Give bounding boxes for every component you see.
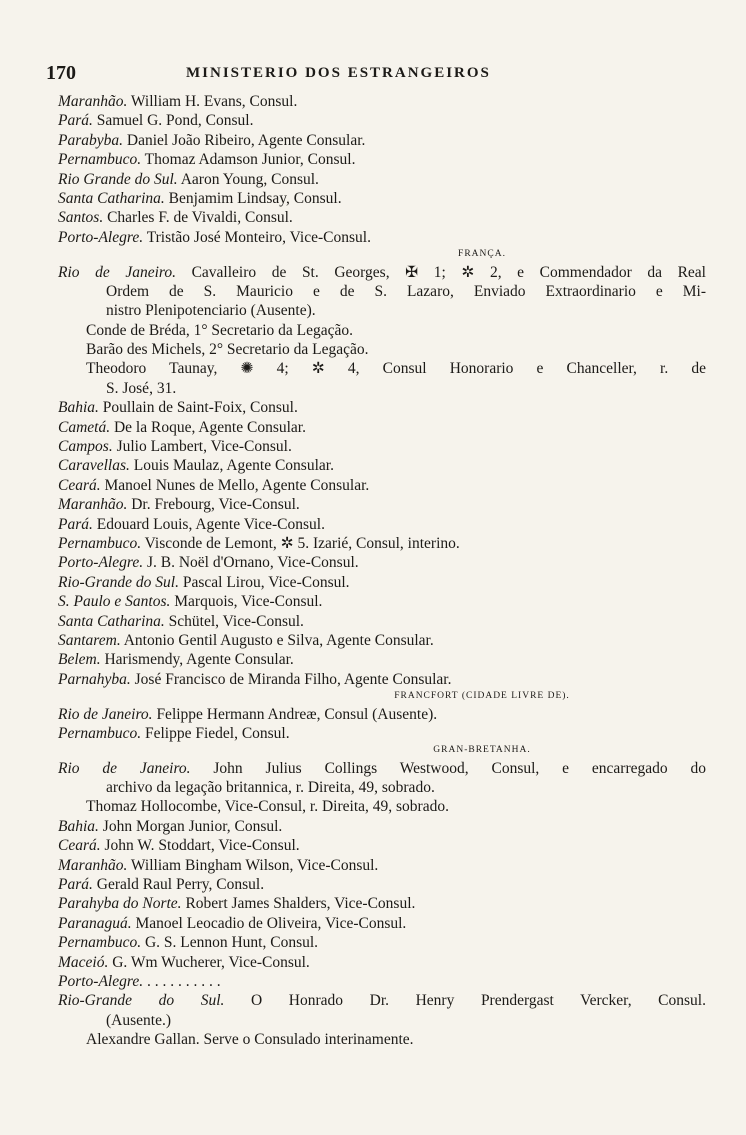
place-name: S. Paulo e Santos.: [58, 593, 171, 611]
place-name: Pará.: [58, 515, 93, 533]
entry-text: Daniel João Ribeiro, Agente Consular.: [123, 131, 366, 149]
entry-continuation: [58, 301, 706, 320]
place-name: Pará.: [58, 112, 93, 130]
section-heading-text: FRANÇA.: [458, 249, 506, 260]
consular-entry: [58, 92, 706, 111]
consular-entry: [58, 495, 706, 514]
consular-entry: [58, 875, 706, 894]
entry-text: Charles F. de Vivaldi, Consul.: [103, 209, 293, 227]
entry-text: Theodoro Taunay, ✺ 4; ✲ 4, Consul Honorario e Chanceller, r. de: [86, 360, 706, 378]
place-name: Ceará.: [58, 476, 101, 494]
place-name: Parahyba do Norte.: [58, 895, 182, 913]
place-name: Porto-Alegre.: [58, 972, 144, 990]
section-heading-text: GRAN-BRETANHA.: [433, 745, 531, 756]
entry-text: Barão des Michels, 2° Secretario da Legação.: [86, 341, 369, 359]
entry-text: De la Roque, Agente Consular.: [110, 418, 306, 436]
place-name: Belem.: [58, 651, 101, 669]
entry-text: Benjamim Lindsay, Consul.: [164, 189, 342, 207]
place-name: Rio-Grande do Sul.: [58, 992, 225, 1010]
place-name: Rio de Janeiro.: [58, 263, 176, 281]
entry-text: John Julius Collings Westwood, Consul, e encarregado do: [190, 759, 706, 777]
place-name: Cametá.: [58, 418, 111, 436]
entry-text: Manoel Leocadio de Oliveira, Vice-Consul.: [131, 914, 407, 932]
entry-text: William Bingham Wilson, Vice-Consul.: [127, 856, 379, 874]
consular-entry: [58, 111, 706, 130]
entry-text: Poullain de Saint-Foix, Consul.: [98, 399, 298, 417]
place-name: Ceará.: [58, 837, 101, 855]
entry-continuation: [58, 778, 706, 797]
entry-continuation: [58, 797, 706, 816]
place-name: Pernambuco.: [58, 151, 142, 169]
entry-text: Pascal Lirou, Vice-Consul.: [178, 573, 350, 591]
entry-text: archivo da legação britannica, r. Direita, 49, sobrado.: [106, 779, 435, 797]
entry-text: Manoel Nunes de Mello, Agente Consular.: [100, 476, 370, 494]
consular-entry: [58, 170, 706, 189]
place-name: Maceió.: [58, 953, 109, 971]
section-heading: [58, 689, 706, 704]
entry-text: S. José, 31.: [106, 379, 177, 397]
consular-entry: [58, 189, 706, 208]
place-name: Porto-Alegre.: [58, 554, 144, 572]
consular-entry: [58, 553, 706, 572]
page-header: [46, 62, 706, 86]
place-name: Pará.: [58, 876, 93, 894]
consular-entry: [58, 670, 706, 689]
consular-entry: [58, 476, 706, 495]
place-name: Caravellas.: [58, 457, 130, 475]
place-name: Santos.: [58, 209, 104, 227]
consular-entry: [58, 437, 706, 456]
entry-text: . . . . . . . . . .: [143, 972, 221, 990]
entry-text: Conde de Bréda, 1° Secretario da Legação.: [86, 321, 353, 339]
entry-text: Antonio Gentil Augusto e Silva, Agente Consular.: [120, 631, 434, 649]
entry-text: José Francisco de Miranda Filho, Agente Consular.: [130, 670, 452, 688]
entry-text: J. B. Noël d'Ornano, Vice-Consul.: [143, 554, 359, 572]
place-name: Maranhão.: [58, 856, 128, 874]
section-heading: [58, 247, 706, 262]
entry-text: William H. Evans, Consul.: [127, 93, 298, 110]
place-name: Rio Grande do Sul.: [58, 170, 178, 188]
consular-entry: [58, 894, 706, 913]
place-name: Paranaguá.: [58, 914, 132, 932]
entry-text: Tristão José Monteiro, Vice-Consul.: [143, 228, 371, 246]
entry-text: John Morgan Junior, Consul.: [98, 817, 283, 835]
consular-entry: [58, 592, 706, 611]
consular-entry: [58, 631, 706, 650]
consular-entry: [58, 856, 706, 875]
entry-continuation: [58, 321, 706, 340]
place-name: Pernambuco.: [58, 724, 142, 742]
consular-entry: [58, 573, 706, 592]
entry-continuation: [58, 1030, 706, 1049]
consular-entry: [58, 515, 706, 534]
entry-text: Alexandre Gallan. Serve o Consulado interinamente.: [86, 1031, 414, 1049]
entry-text: Harismendy, Agente Consular.: [100, 651, 294, 669]
entry-text: Edouard Louis, Agente Vice-Consul.: [92, 515, 325, 533]
entry-text: Felippe Hermann Andreæ, Consul (Ausente).: [152, 705, 438, 723]
place-name: Bahia.: [58, 817, 99, 835]
consular-entry: [58, 150, 706, 169]
consular-entry: [58, 759, 706, 778]
consular-list: [58, 92, 706, 1050]
consular-entry: [58, 650, 706, 669]
consular-entry: [58, 456, 706, 475]
entry-text: Robert James Shalders, Vice-Consul.: [181, 895, 416, 913]
entry-continuation: [58, 379, 706, 398]
place-name: Pernambuco.: [58, 934, 142, 952]
entry-continuation: [58, 359, 706, 378]
entry-text: G. Wm Wucherer, Vice-Consul.: [108, 953, 310, 971]
entry-text: Julio Lambert, Vice-Consul.: [112, 438, 292, 456]
consular-entry: [58, 418, 706, 437]
entry-text: Visconde de Lemont, ✲ 5. Izarié, Consul, interino.: [141, 534, 460, 552]
place-name: Santa Catharina.: [58, 612, 165, 630]
consular-entry: [58, 953, 706, 972]
section-heading: [58, 743, 706, 758]
consular-entry: [58, 914, 706, 933]
place-name: Santa Catharina.: [58, 189, 165, 207]
entry-text: Thomaz Hollocombe, Vice-Consul, r. Direita, 49, sobrado.: [86, 798, 449, 816]
entry-text: Felippe Fiedel, Consul.: [141, 724, 290, 742]
consular-entry: [58, 705, 706, 724]
entry-text: nistro Plenipotenciario (Ausente).: [106, 302, 316, 320]
entry-text: Samuel G. Pond, Consul.: [92, 112, 254, 130]
place-name: Rio de Janeiro.: [58, 759, 191, 777]
entry-text: (Ausente.): [106, 1011, 171, 1029]
running-title: MINISTERIO DOS ESTRANGEIROS: [186, 65, 491, 81]
entry-continuation: [58, 1011, 706, 1030]
entry-text: Ordem de S. Mauricio e de S. Lazaro, Enviado Extraordinario e Mi-: [106, 282, 706, 300]
consular-entry: [58, 972, 706, 991]
entry-text: John W. Stoddart, Vice-Consul.: [100, 837, 300, 855]
place-name: Maranhão.: [58, 496, 128, 514]
entry-text: Dr. Frebourg, Vice-Consul.: [127, 496, 300, 514]
entry-continuation: [58, 340, 706, 359]
consular-entry: [58, 131, 706, 150]
section-heading-text: FRANCFORT (CIDADE LIVRE DE).: [394, 691, 570, 702]
consular-entry: [58, 724, 706, 743]
entry-text: Thomaz Adamson Junior, Consul.: [141, 151, 356, 169]
consular-entry: [58, 534, 706, 553]
place-name: Campos.: [58, 438, 113, 456]
consular-entry: [58, 612, 706, 631]
entry-continuation: [58, 282, 706, 301]
consular-entry: [58, 228, 706, 247]
place-name: Santarem.: [58, 631, 121, 649]
consular-entry: [58, 263, 706, 282]
entry-text: Schütel, Vice-Consul.: [164, 612, 304, 630]
place-name: Pernambuco.: [58, 534, 142, 552]
entry-text: G. S. Lennon Hunt, Consul.: [141, 934, 319, 952]
place-name: Parnahyba.: [58, 670, 131, 688]
consular-entry: [58, 991, 706, 1010]
entry-text: Louis Maulaz, Agente Consular.: [129, 457, 334, 475]
entry-text: Marquois, Vice-Consul.: [170, 593, 323, 611]
place-name: Maranhão.: [58, 93, 128, 110]
entry-text: Gerald Raul Perry, Consul.: [92, 876, 265, 894]
consular-entry: [58, 836, 706, 855]
consular-entry: [58, 208, 706, 227]
entry-text: Aaron Young, Consul.: [177, 170, 319, 188]
consular-entry: [58, 817, 706, 836]
entry-text: Cavalleiro de St. Georges, ✠ 1; ✲ 2, e Commendador da Real: [175, 263, 706, 281]
page-number: 170: [46, 62, 76, 84]
place-name: Parabyba.: [58, 131, 124, 149]
consular-entry: [58, 398, 706, 417]
entry-text: O Honrado Dr. Henry Prendergast Vercker, Consul.: [224, 992, 706, 1010]
place-name: Rio-Grande do Sul.: [58, 573, 179, 591]
consular-entry: [58, 933, 706, 952]
place-name: Bahia.: [58, 399, 99, 417]
place-name: Rio de Janeiro.: [58, 705, 153, 723]
place-name: Porto-Alegre.: [58, 228, 144, 246]
